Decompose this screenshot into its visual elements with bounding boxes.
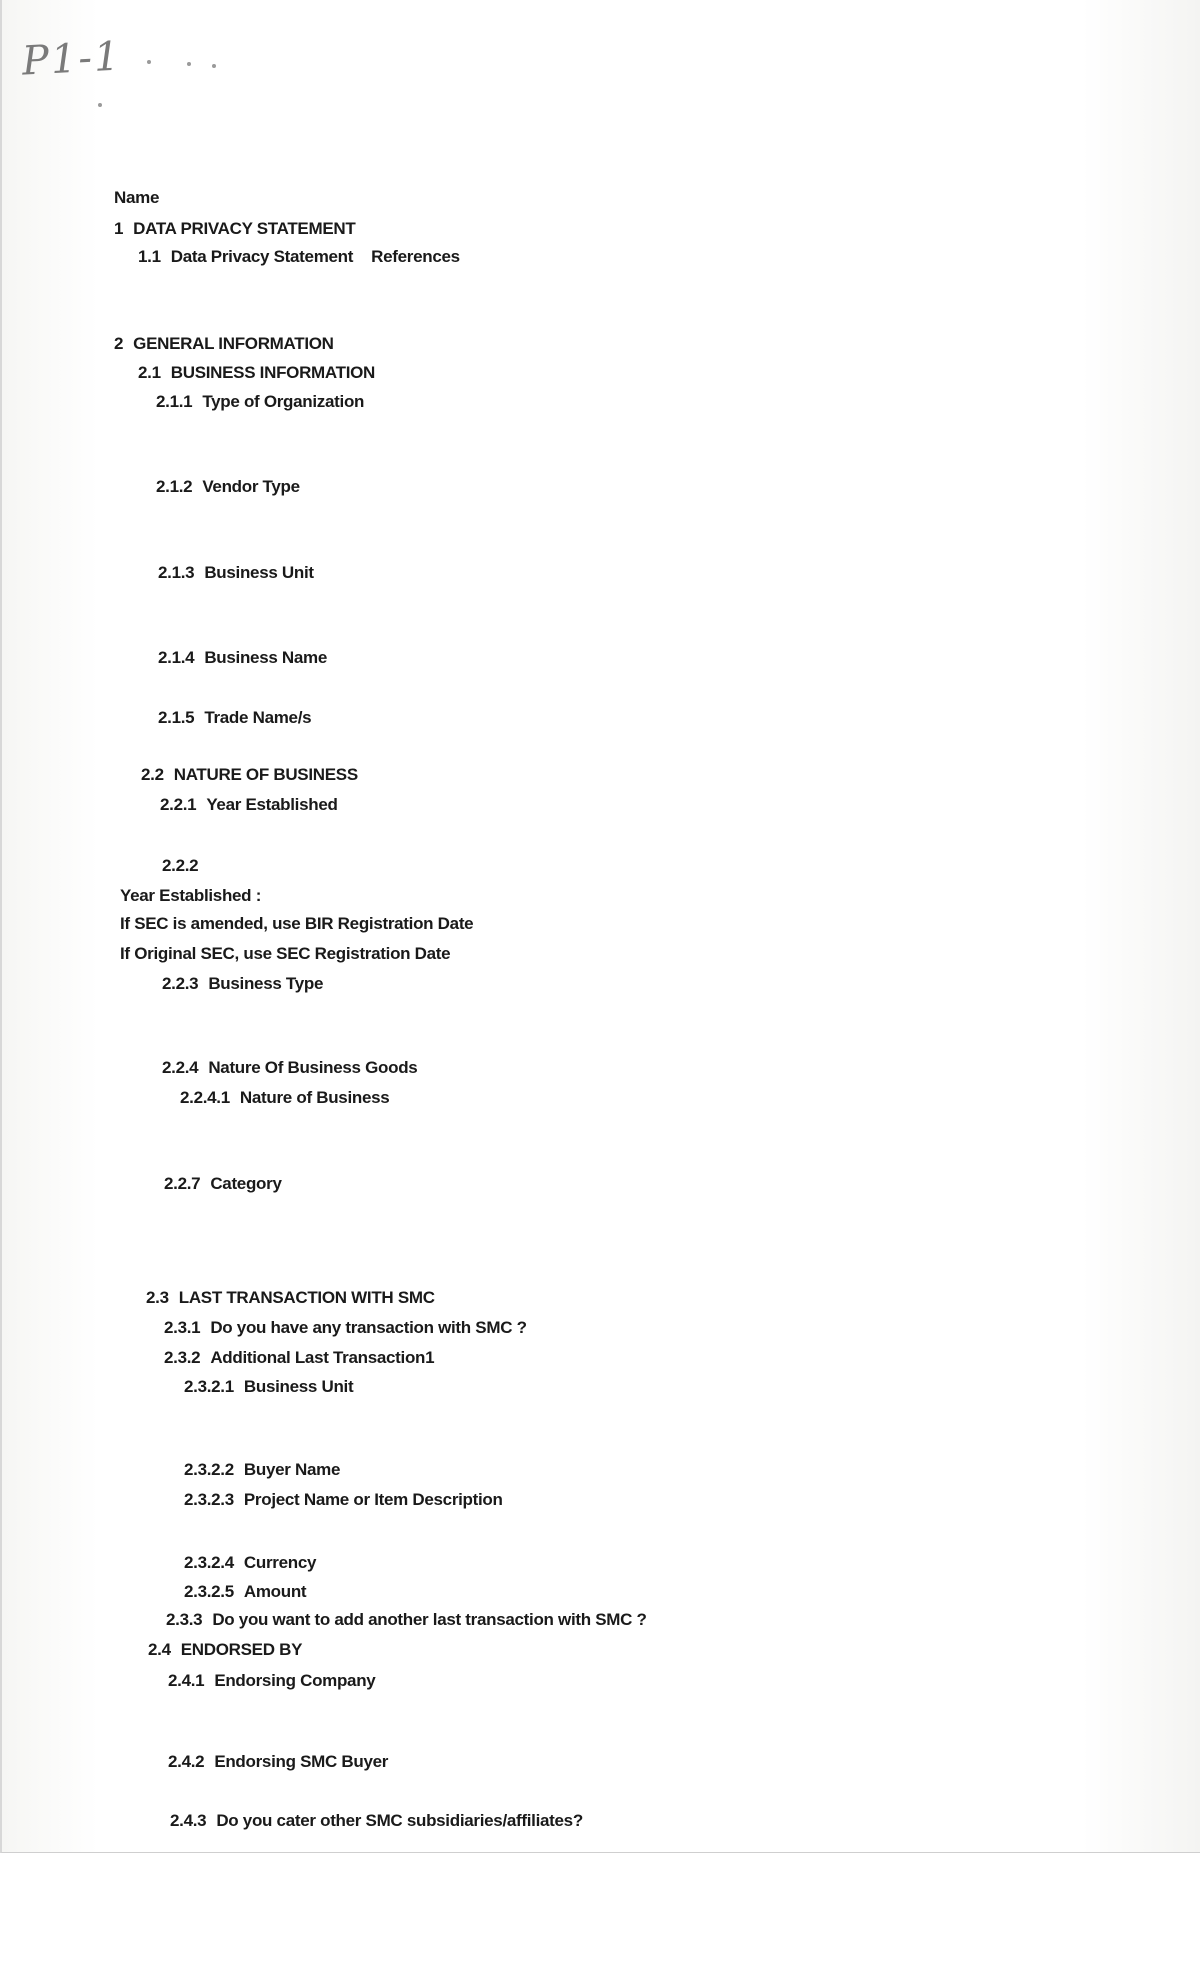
field-item: 2.1.5 Trade Name/s [158,708,312,727]
section-heading: 2 GENERAL INFORMATION [114,334,334,353]
field-item: 2.4.2 Endorsing SMC Buyer [168,1752,389,1771]
field-item: 2.4.1 Endorsing Company [168,1671,376,1690]
field-item: 2.3.2.1 Business Unit [184,1377,354,1396]
field-item: 2.3.2 Additional Last Transaction1 [164,1348,435,1367]
note-line: Year Established : [120,886,262,905]
field-item: 2.3.2.4 Currency [184,1553,317,1572]
field-item: 2.1.1 Type of Organization [156,392,365,411]
ink-mark [98,103,102,107]
subsection-heading: 2.4 ENDORSED BY [148,1640,303,1659]
note-line: If Original SEC, use SEC Registration Date [120,944,451,963]
field-item: 2.2.4.1 Nature of Business [180,1088,390,1107]
field-item: 2.3.2.2 Buyer Name [184,1460,341,1479]
field-item: 2.1.4 Business Name [158,648,328,667]
ink-mark [212,64,216,68]
field-item: 2.2.3 Business Type [162,974,324,993]
field-item: 2.3.1 Do you have any transaction with SMC ? [164,1318,527,1337]
field-item: 2.2.1 Year Established [160,795,338,814]
field-item: 2.2.7 Category [164,1174,282,1193]
subsection-item: 1.1 Data Privacy Statement References [138,247,460,266]
field-item: 2.2.2 [162,856,199,875]
name-label: Name [114,188,160,207]
field-item: 2.3.3 Do you want to add another last transaction with SMC ? [166,1610,647,1629]
field-item: 2.3.2.3 Project Name or Item Description [184,1490,503,1509]
field-item: 2.1.2 Vendor Type [156,477,300,496]
ink-mark [187,62,191,66]
field-item: 2.3.2.5 Amount [184,1582,307,1601]
subsection-heading: 2.2 NATURE OF BUSINESS [141,765,358,784]
handwritten-note: P1-1 [20,33,123,85]
ink-mark [147,60,151,64]
references-label: References [371,247,460,266]
section-heading: 1 DATA PRIVACY STATEMENT [114,219,356,238]
field-item: 2.4.3 Do you cater other SMC subsidiaries/affiliates? [170,1811,583,1830]
note-line: If SEC is amended, use BIR Registration Date [120,914,474,933]
subsection-heading: 2.3 LAST TRANSACTION WITH SMC [146,1288,435,1307]
field-item: 2.2.4 Nature Of Business Goods [162,1058,418,1077]
subsection-heading: 2.1 BUSINESS INFORMATION [138,363,376,382]
field-item: 2.1.3 Business Unit [158,563,314,582]
